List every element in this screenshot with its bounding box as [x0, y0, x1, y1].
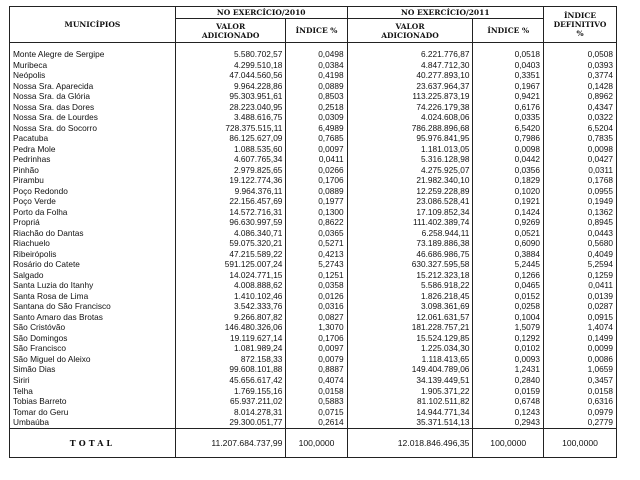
indice-2010: 5,2743	[286, 259, 347, 270]
indice-2011: 0,0258	[473, 301, 544, 312]
header-valor-adicionado-2011: VALOR ADICIONADO	[347, 19, 473, 43]
indice-2011: 0,6748	[473, 396, 544, 407]
header-valor-adicionado-2010: VALOR ADICIONADO	[175, 19, 286, 43]
indice-definitivo: 0,0099	[544, 343, 617, 354]
table-row	[10, 175, 617, 186]
indice-2010: 0,2614	[286, 417, 347, 428]
table-row	[10, 123, 617, 134]
table-row	[10, 154, 617, 165]
valor-2011: 14.944.771,34	[347, 407, 473, 418]
valor-2011: 3.098.361,69	[347, 301, 473, 312]
municipio-name: Umbaúba	[10, 417, 176, 428]
table-footer	[10, 428, 617, 457]
indice-2010: 0,0358	[286, 280, 347, 291]
table-row	[10, 217, 617, 228]
table-row	[10, 396, 617, 407]
valor-2010: 99.608.101,88	[175, 364, 286, 375]
indice-2010: 0,8503	[286, 91, 347, 102]
indice-2010: 0,0158	[286, 386, 347, 397]
total-valor-2010: 11.207.684.737,99	[175, 428, 286, 457]
valor-2011: 786.288.896,68	[347, 123, 473, 134]
valor-2010: 14.572.716,31	[175, 207, 286, 218]
valor-2011: 111.402.389,74	[347, 217, 473, 228]
total-row	[10, 428, 617, 457]
valor-2011: 12.061.631,57	[347, 312, 473, 323]
municipio-name: São Francisco	[10, 343, 176, 354]
valor-2010: 47.044.560,56	[175, 70, 286, 81]
indice-2011: 0,0518	[473, 43, 544, 60]
indice-2011: 0,1921	[473, 196, 544, 207]
indice-definitivo: 0,0508	[544, 43, 617, 60]
table-row	[10, 81, 617, 92]
valor-2011: 113.225.873,19	[347, 91, 473, 102]
indice-2010: 0,0384	[286, 60, 347, 71]
table-row	[10, 249, 617, 260]
indice-definitivo: 0,1949	[544, 196, 617, 207]
valor-2011: 46.686.986,75	[347, 249, 473, 260]
table-row	[10, 43, 617, 60]
indice-2010: 0,4213	[286, 249, 347, 260]
valor-2010: 22.156.457,69	[175, 196, 286, 207]
valor-2010: 1.410.102,46	[175, 291, 286, 302]
indice-2011: 0,0152	[473, 291, 544, 302]
table-body	[10, 43, 617, 429]
indice-definitivo: 0,4049	[544, 249, 617, 260]
indice-2011: 0,3884	[473, 249, 544, 260]
indice-definitivo: 0,0443	[544, 228, 617, 239]
municipio-name: Tobias Barreto	[10, 396, 176, 407]
municipio-name: Nossa Sra. da Glória	[10, 91, 176, 102]
indice-2010: 0,2518	[286, 102, 347, 113]
indice-2011: 0,0093	[473, 354, 544, 365]
indice-definitivo: 0,7835	[544, 133, 617, 144]
indice-definitivo: 0,8962	[544, 91, 617, 102]
indice-2011: 0,1004	[473, 312, 544, 323]
indice-2011: 0,7986	[473, 133, 544, 144]
indice-2011: 0,0102	[473, 343, 544, 354]
indice-definitivo: 0,1768	[544, 175, 617, 186]
valor-2010: 728.375.515,11	[175, 123, 286, 134]
indice-definitivo: 0,1362	[544, 207, 617, 218]
indice-2011: 0,1424	[473, 207, 544, 218]
municipio-name: São Cristóvão	[10, 322, 176, 333]
total-label: TOTAL	[10, 428, 176, 457]
total-indice-definitivo: 100,0000	[544, 428, 617, 457]
municipio-name: Pacatuba	[10, 133, 176, 144]
table-row	[10, 291, 617, 302]
indice-definitivo: 0,1259	[544, 270, 617, 281]
municipio-name: Pinhão	[10, 165, 176, 176]
valor-2011: 1.905.371,22	[347, 386, 473, 397]
valor-2011: 73.189.886,38	[347, 238, 473, 249]
indice-2011: 0,1266	[473, 270, 544, 281]
valor-2011: 40.277.893,10	[347, 70, 473, 81]
indice-2011: 0,6090	[473, 238, 544, 249]
indice-2011: 0,6176	[473, 102, 544, 113]
indice-definitivo: 0,0311	[544, 165, 617, 176]
indice-definitivo: 0,0322	[544, 112, 617, 123]
municipio-name: Nossa Sra. Aparecida	[10, 81, 176, 92]
table-row	[10, 375, 617, 386]
indice-definitivo: 0,8945	[544, 217, 617, 228]
indice-definitivo: 0,0287	[544, 301, 617, 312]
valor-2010: 8.014.278,31	[175, 407, 286, 418]
municipio-name: Nossa Sra. do Socorro	[10, 123, 176, 134]
indice-definitivo: 0,6316	[544, 396, 617, 407]
table-row	[10, 60, 617, 71]
indice-2010: 0,1706	[286, 333, 347, 344]
valor-2011: 23.637.964,37	[347, 81, 473, 92]
valor-2011: 630.327.595,58	[347, 259, 473, 270]
indice-2010: 0,8622	[286, 217, 347, 228]
indice-2011: 5,2445	[473, 259, 544, 270]
indice-2010: 0,0889	[286, 186, 347, 197]
indice-2010: 0,0889	[286, 81, 347, 92]
municipio-name: Santana do São Francisco	[10, 301, 176, 312]
table-row	[10, 165, 617, 176]
table-row	[10, 407, 617, 418]
indice-2010: 0,1977	[286, 196, 347, 207]
valor-2010: 65.937.211,02	[175, 396, 286, 407]
indice-2011: 0,1243	[473, 407, 544, 418]
municipio-name: Poço Redondo	[10, 186, 176, 197]
header-indice-2011: ÍNDICE %	[473, 19, 544, 43]
valor-2010: 47.215.589,22	[175, 249, 286, 260]
indice-definitivo: 0,0098	[544, 144, 617, 155]
indice-definitivo: 0,0086	[544, 354, 617, 365]
municipio-name: Porto da Folha	[10, 207, 176, 218]
indice-2010: 0,7685	[286, 133, 347, 144]
valor-2010: 96.630.997,59	[175, 217, 286, 228]
table-row	[10, 112, 617, 123]
indice-definitivo: 0,3457	[544, 375, 617, 386]
valor-2011: 181.228.757,21	[347, 322, 473, 333]
table-row	[10, 238, 617, 249]
table-row	[10, 70, 617, 81]
valor-2010: 3.542.333,76	[175, 301, 286, 312]
table-row	[10, 270, 617, 281]
indice-2010: 0,1706	[286, 175, 347, 186]
municipio-name: Pedrinhas	[10, 154, 176, 165]
municipio-name: Pedra Mole	[10, 144, 176, 155]
header-indice-definitivo: ÍNDICE DEFINITIVO %	[544, 7, 617, 43]
valor-2010: 95.303.951,61	[175, 91, 286, 102]
municipio-name: Simão Dias	[10, 364, 176, 375]
indice-definitivo: 0,0393	[544, 60, 617, 71]
indice-2010: 0,0498	[286, 43, 347, 60]
indice-2011: 0,2943	[473, 417, 544, 428]
valor-2011: 15.212.323,18	[347, 270, 473, 281]
valor-2011: 17.109.852,34	[347, 207, 473, 218]
municipio-name: Telha	[10, 386, 176, 397]
indice-2011: 0,0442	[473, 154, 544, 165]
header-exercicio-2011: NO EXERCÍCIO/2011	[347, 7, 543, 19]
municipio-name: Muribeca	[10, 60, 176, 71]
table-row	[10, 207, 617, 218]
valor-2010: 45.656.617,42	[175, 375, 286, 386]
table-row	[10, 322, 617, 333]
indice-2010: 0,4074	[286, 375, 347, 386]
valor-2010: 4.008.888,62	[175, 280, 286, 291]
indice-definitivo: 0,0955	[544, 186, 617, 197]
indice-2010: 0,0266	[286, 165, 347, 176]
table-row	[10, 312, 617, 323]
valor-2011: 12.259.228,89	[347, 186, 473, 197]
municipio-name: Riachuelo	[10, 238, 176, 249]
municipio-name: Nossa Sra. de Lourdes	[10, 112, 176, 123]
indice-2010: 0,1251	[286, 270, 347, 281]
valor-2010: 59.075.320,21	[175, 238, 286, 249]
indice-definitivo: 0,0158	[544, 386, 617, 397]
header-exercicio-2010: NO EXERCÍCIO/2010	[175, 7, 347, 19]
valor-2010: 86.125.627,09	[175, 133, 286, 144]
indice-2010: 0,0097	[286, 144, 347, 155]
valor-2011: 95.976.841,95	[347, 133, 473, 144]
municipio-name: Santo Amaro das Brotas	[10, 312, 176, 323]
valor-2011: 4.024.608,06	[347, 112, 473, 123]
total-valor-2011: 12.018.846.496,35	[347, 428, 473, 457]
municipio-name: Monte Alegre de Sergipe	[10, 43, 176, 60]
table-row	[10, 354, 617, 365]
valor-2011: 1.181.013,05	[347, 144, 473, 155]
indice-2011: 0,0356	[473, 165, 544, 176]
valor-2011: 1.826.218,45	[347, 291, 473, 302]
table-row	[10, 228, 617, 239]
valor-2010: 5.580.702,57	[175, 43, 286, 60]
municipio-name: São Miguel do Aleixo	[10, 354, 176, 365]
indice-definitivo: 0,0427	[544, 154, 617, 165]
municipio-name: Neópolis	[10, 70, 176, 81]
table-row	[10, 333, 617, 344]
valor-2010: 4.086.340,71	[175, 228, 286, 239]
indice-2011: 0,0335	[473, 112, 544, 123]
indice-2011: 6,5420	[473, 123, 544, 134]
indice-2011: 0,0403	[473, 60, 544, 71]
indice-2011: 0,9269	[473, 217, 544, 228]
municipio-name: Salgado	[10, 270, 176, 281]
municipio-name: São Domingos	[10, 333, 176, 344]
table-row	[10, 301, 617, 312]
indice-2011: 0,0098	[473, 144, 544, 155]
indice-2011: 0,1292	[473, 333, 544, 344]
valor-2011: 4.275.925,07	[347, 165, 473, 176]
header-indice-2010: ÍNDICE %	[286, 19, 347, 43]
total-indice-2011: 100,0000	[473, 428, 544, 457]
municipio-name: Pirambu	[10, 175, 176, 186]
header-municipios: MUNICÍPIOS	[10, 7, 176, 43]
indice-2011: 0,1020	[473, 186, 544, 197]
valor-2010: 1.769.155,16	[175, 386, 286, 397]
indice-2010: 0,5271	[286, 238, 347, 249]
indice-definitivo: 1,4074	[544, 322, 617, 333]
indice-2010: 0,1300	[286, 207, 347, 218]
indice-2011: 0,1829	[473, 175, 544, 186]
indice-definitivo: 0,5680	[544, 238, 617, 249]
municipio-name: Siriri	[10, 375, 176, 386]
indice-2010: 0,8887	[286, 364, 347, 375]
valor-2010: 4.607.765,34	[175, 154, 286, 165]
indice-2011: 0,0159	[473, 386, 544, 397]
valor-2010: 4.299.510,18	[175, 60, 286, 71]
table-row	[10, 386, 617, 397]
valor-2011: 34.139.449,51	[347, 375, 473, 386]
table-row	[10, 417, 617, 428]
municipio-name: Poço Verde	[10, 196, 176, 207]
valor-2010: 14.024.771,15	[175, 270, 286, 281]
table-header	[10, 7, 617, 43]
table-row	[10, 280, 617, 291]
indice-2011: 1,5079	[473, 322, 544, 333]
municipio-name: Nossa Sra. das Dores	[10, 102, 176, 113]
valor-2011: 5.316.128,98	[347, 154, 473, 165]
municipal-index-table	[9, 6, 617, 458]
indice-definitivo: 1,0659	[544, 364, 617, 375]
valor-2011: 1.225.034,30	[347, 343, 473, 354]
municipio-name: Riachão do Dantas	[10, 228, 176, 239]
valor-2010: 9.266.807,82	[175, 312, 286, 323]
indice-2010: 0,0827	[286, 312, 347, 323]
indice-2010: 0,0715	[286, 407, 347, 418]
indice-2010: 0,0097	[286, 343, 347, 354]
indice-2010: 0,0365	[286, 228, 347, 239]
municipio-name: Ribeirópolis	[10, 249, 176, 260]
indice-2011: 0,9421	[473, 91, 544, 102]
indice-definitivo: 0,0411	[544, 280, 617, 291]
indice-2010: 0,5883	[286, 396, 347, 407]
indice-definitivo: 0,1428	[544, 81, 617, 92]
indice-2011: 1,2431	[473, 364, 544, 375]
indice-2010: 6,4989	[286, 123, 347, 134]
table-row	[10, 259, 617, 270]
indice-definitivo: 0,0139	[544, 291, 617, 302]
indice-2010: 0,0309	[286, 112, 347, 123]
indice-2010: 0,0316	[286, 301, 347, 312]
valor-2010: 591.125.007,24	[175, 259, 286, 270]
table-row	[10, 364, 617, 375]
indice-definitivo: 0,2779	[544, 417, 617, 428]
municipio-name: Tomar do Geru	[10, 407, 176, 418]
municipio-name: Santa Rosa de Lima	[10, 291, 176, 302]
valor-2011: 1.118.413,65	[347, 354, 473, 365]
valor-2011: 74.226.179,38	[347, 102, 473, 113]
table-row	[10, 196, 617, 207]
valor-2011: 149.404.789,06	[347, 364, 473, 375]
valor-2010: 1.081.989,24	[175, 343, 286, 354]
municipio-name: Santa Luzia do Itanhy	[10, 280, 176, 291]
table-row	[10, 102, 617, 113]
valor-2010: 2.979.825,65	[175, 165, 286, 176]
total-indice-2010: 100,0000	[286, 428, 347, 457]
valor-2010: 1.088.535,60	[175, 144, 286, 155]
valor-2011: 6.221.776,87	[347, 43, 473, 60]
valor-2010: 19.122.774,36	[175, 175, 286, 186]
valor-2010: 9.964.228,86	[175, 81, 286, 92]
valor-2011: 35.371.514,13	[347, 417, 473, 428]
valor-2011: 81.102.511,82	[347, 396, 473, 407]
indice-2011: 0,0465	[473, 280, 544, 291]
indice-definitivo: 0,1499	[544, 333, 617, 344]
indice-definitivo: 6,5204	[544, 123, 617, 134]
indice-2011: 0,1967	[473, 81, 544, 92]
indice-definitivo: 0,0915	[544, 312, 617, 323]
valor-2010: 872.158,33	[175, 354, 286, 365]
municipio-name: Rosário do Catete	[10, 259, 176, 270]
valor-2010: 146.480.326,06	[175, 322, 286, 333]
valor-2011: 23.086.528,41	[347, 196, 473, 207]
table-row	[10, 91, 617, 102]
table-row	[10, 343, 617, 354]
indice-definitivo: 0,0979	[544, 407, 617, 418]
indice-2010: 0,0126	[286, 291, 347, 302]
indice-definitivo: 0,4347	[544, 102, 617, 113]
valor-2011: 15.524.129,85	[347, 333, 473, 344]
municipal-index-document	[9, 6, 617, 458]
table-row	[10, 133, 617, 144]
table-row	[10, 186, 617, 197]
indice-2011: 0,0521	[473, 228, 544, 239]
valor-2010: 19.119.627,14	[175, 333, 286, 344]
valor-2010: 28.223.040,95	[175, 102, 286, 113]
valor-2010: 29.300.051,77	[175, 417, 286, 428]
valor-2010: 9.964.376,11	[175, 186, 286, 197]
table-row	[10, 144, 617, 155]
indice-definitivo: 0,3774	[544, 70, 617, 81]
indice-2010: 0,0411	[286, 154, 347, 165]
municipio-name: Propriá	[10, 217, 176, 228]
valor-2011: 5.586.918,22	[347, 280, 473, 291]
indice-2011: 0,3351	[473, 70, 544, 81]
indice-2011: 0,2840	[473, 375, 544, 386]
indice-2010: 1,3070	[286, 322, 347, 333]
indice-2010: 0,0079	[286, 354, 347, 365]
valor-2010: 3.488.616,75	[175, 112, 286, 123]
indice-2010: 0,4198	[286, 70, 347, 81]
valor-2011: 21.982.340,10	[347, 175, 473, 186]
valor-2011: 4.847.712,30	[347, 60, 473, 71]
valor-2011: 6.258.944,11	[347, 228, 473, 239]
indice-definitivo: 5,2594	[544, 259, 617, 270]
